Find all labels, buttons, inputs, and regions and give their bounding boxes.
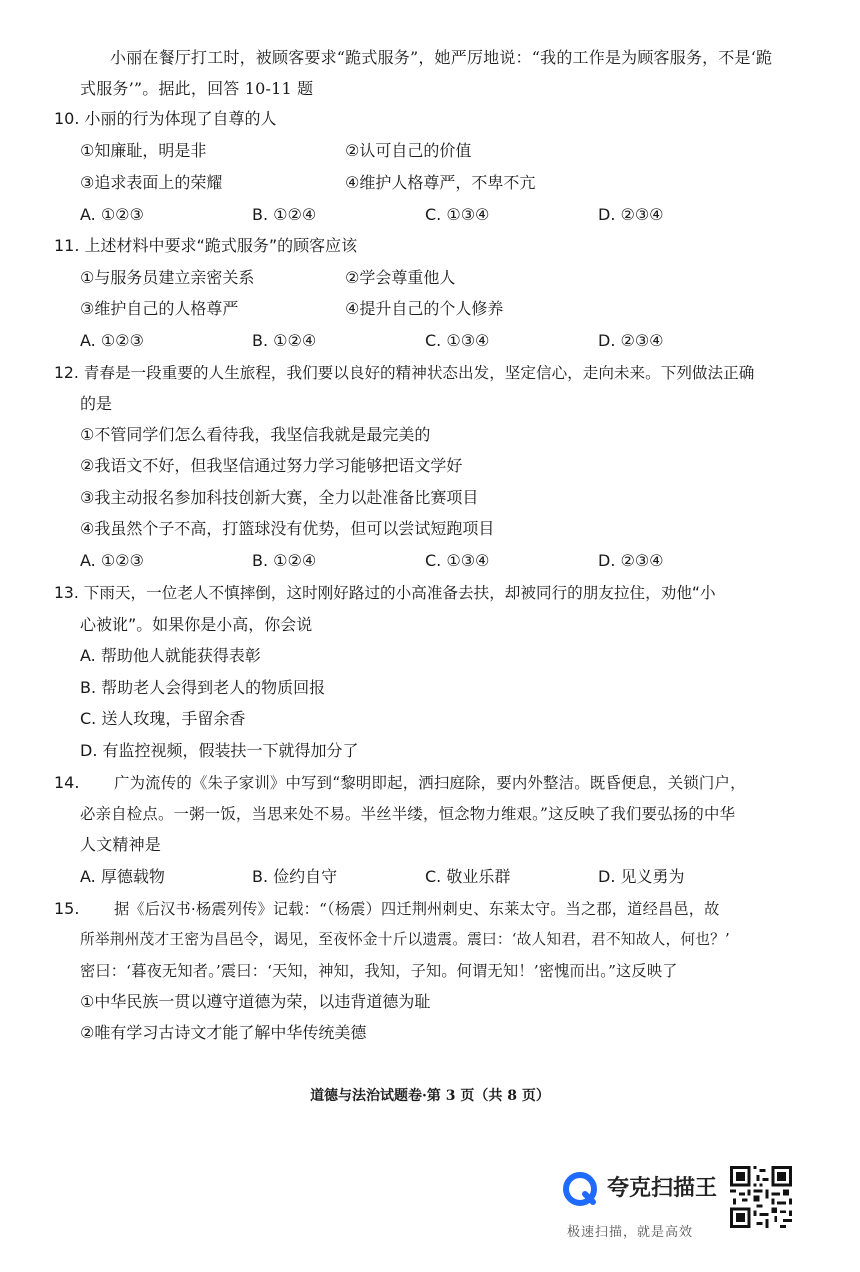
scanner-watermark: [563, 1170, 725, 1260]
q12-stem-line-2: 的是: [80, 394, 113, 413]
q10-item-2: ②认可自己的价值: [345, 141, 472, 160]
intro-line-2: 式服务’”。据此，回答 10-11 题: [80, 79, 314, 98]
q10-option-b: B. ①②④: [252, 205, 317, 224]
q15-line-2: 所举荆州茂才王密为昌邑令，谒见，至夜怀金十斤以遗震。震曰：‘故人知君，君不知故人，何也？’: [80, 931, 730, 948]
q14-line-2: 必亲自检点。一粥一饭，当思来处不易。半丝半缕，恒念物力维艰。”这反映了我们要弘扬的中华: [80, 805, 736, 823]
q12-stem-line-1: 12. 青春是一段重要的人生旅程，我们要以良好的精神状态出发，坚定信心，走向未来。下列做法正确: [54, 364, 755, 382]
q12-option-c: C. ①③④: [425, 551, 490, 570]
q13-stem-line-2: 心被讹”。如果你是小高，你会说: [80, 615, 313, 634]
q12-option-b: B. ①②④: [252, 551, 317, 570]
q13-option-b: B. 帮助老人会得到老人的物质回报: [80, 678, 326, 697]
q11-item-3: ③维护自己的人格尊严: [80, 299, 239, 318]
q12-item-2: ②我语文不好，但我坚信通过努力学习能够把语文学好: [80, 456, 463, 475]
q11-item-4: ④提升自己的个人修养: [345, 299, 504, 318]
q14-line-3: 人文精神是: [80, 835, 162, 854]
q10-item-4: ④维护人格尊严，不卑不亢: [345, 173, 536, 192]
q12-item-3: ③我主动报名参加科技创新大赛，全力以赴准备比赛项目: [80, 488, 479, 507]
brand-slogan: 极速扫描，就是高效: [567, 1225, 694, 1240]
q10-stem: 10. 小丽的行为体现了自尊的人: [54, 109, 277, 128]
q14-option-c: C. 敬业乐群: [425, 867, 511, 886]
q15-item-2: ②唯有学习古诗文才能了解中华传统美德: [80, 1023, 367, 1042]
q12-option-a: A. ①②③: [80, 551, 144, 570]
q14-option-b: B. 俭约自守: [252, 867, 338, 886]
q10-item-1: ①知廉耻，明是非: [80, 141, 207, 160]
q13-option-d: D. 有监控视频，假装扶一下就得加分了: [80, 741, 359, 760]
q11-option-c: C. ①③④: [425, 331, 490, 350]
q10-item-3: ③追求表面上的荣耀: [80, 173, 223, 192]
q12-item-4: ④我虽然个子不高，打篮球没有优势，但可以尝试短跑项目: [80, 519, 495, 538]
q13-stem-line-1: 13. 下雨天，一位老人不慎摔倒，这时刚好路过的小高准备去扶，却被同行的朋友拉住，劝他“小: [54, 584, 716, 602]
q11-stem: 11. 上述材料中要求“跪式服务”的顾客应该: [54, 236, 358, 255]
q10-option-d: D. ②③④: [598, 205, 664, 224]
q15-line-3: 密曰：‘暮夜无知者。’震曰：‘天知，神知，我知，子知。何谓无知！’密愧而出。”这反映了: [80, 962, 678, 980]
q12-option-d: D. ②③④: [598, 551, 664, 570]
qr-code-icon: [730, 1166, 792, 1228]
q12-item-1: ①不管同学们怎么看待我，我坚信我就是最完美的: [80, 425, 431, 444]
q13-option-a: A. 帮助他人就能获得表彰: [80, 646, 261, 665]
q11-option-a: A. ①②③: [80, 331, 144, 350]
q14-option-d: D. 见义勇为: [598, 867, 685, 886]
q15-item-1: ①中华民族一贯以遵守道德为荣，以违背道德为耻: [80, 992, 431, 1011]
q10-option-c: C. ①③④: [425, 205, 490, 224]
q11-option-d: D. ②③④: [598, 331, 664, 350]
page-footer: 道德与法治试题卷·第 3 页（共 8 页）: [310, 1088, 550, 1104]
q15-number: 15.: [54, 899, 80, 918]
quark-logo-icon: [563, 1172, 597, 1206]
q15-line-1: 据《后汉书·杨震列传》记载：“（杨震）四迁荆州刺史、东莱太守。当之郡，道经昌邑，故: [114, 900, 720, 918]
brand-name: 夸克扫描王: [607, 1176, 718, 1201]
q10-option-a: A. ①②③: [80, 205, 144, 224]
q11-item-1: ①与服务员建立亲密关系: [80, 268, 255, 287]
q14-option-a: A. 厚德载物: [80, 867, 165, 886]
q14-line-1: 广为流传的《朱子家训》中写到“黎明即起，洒扫庭除，要内外整洁。既昏便息，关锁门户，: [114, 774, 746, 792]
q14-number: 14.: [54, 773, 80, 792]
q11-option-b: B. ①②④: [252, 331, 317, 350]
q11-item-2: ②学会尊重他人: [345, 268, 456, 287]
q13-option-c: C. 送人玫瑰，手留余香: [80, 709, 246, 728]
intro-line-1: 小丽在餐厅打工时，被顾客要求“跪式服务”，她严厉地说：“我的工作是为顾客服务，不是‘跪: [110, 48, 773, 67]
